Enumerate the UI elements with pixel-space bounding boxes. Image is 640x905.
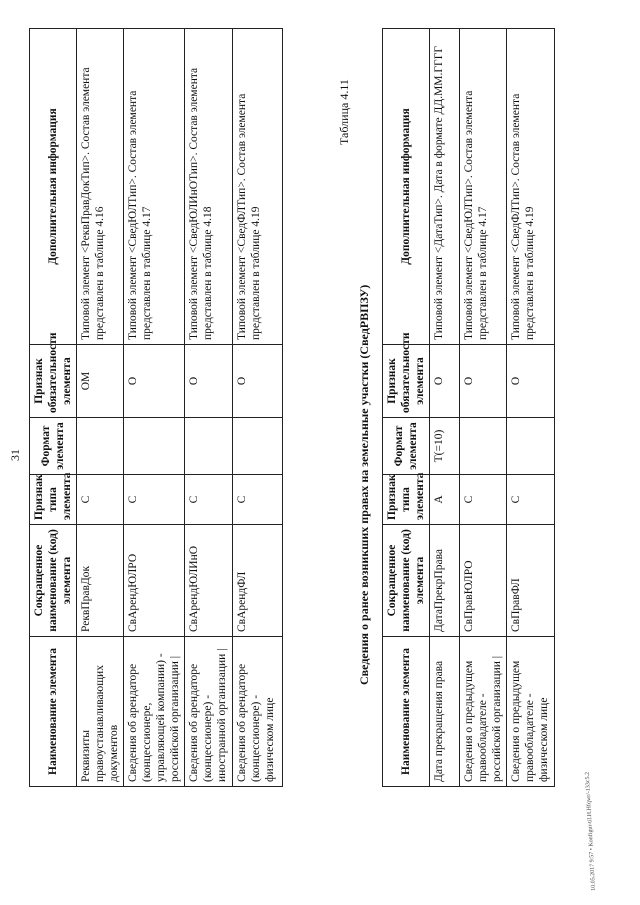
table-row bbox=[430, 29, 460, 787]
col-header: Признак типа элемента bbox=[383, 475, 430, 525]
cell-type: С bbox=[507, 475, 555, 525]
cell-req: ОМ bbox=[77, 345, 124, 418]
page-number: 31 bbox=[8, 449, 22, 461]
cell-name: Сведения о предыдущем правообладателе - российской организации | bbox=[460, 637, 507, 787]
cell-info: Типовой элемент <СведФЛТип>. Состав элемента представлен в таблице 4.19 bbox=[507, 29, 555, 345]
cell-code: СвПравЮЛРО bbox=[460, 525, 507, 637]
cell-name: Реквизиты правоустанавливающих документов bbox=[77, 637, 124, 787]
col-header: Сокращенное наименование (код) элемента bbox=[383, 525, 430, 637]
cell-req: О bbox=[507, 345, 555, 418]
cell-format bbox=[124, 418, 185, 475]
cell-type: А bbox=[430, 475, 460, 525]
col-header: Признак обязательности элемента bbox=[30, 345, 77, 418]
cell-code: СвАрендЮЛИнО bbox=[185, 525, 233, 637]
table-row bbox=[185, 29, 233, 787]
cell-req: О bbox=[430, 345, 460, 418]
cell-code: СвАрендЮЛРО bbox=[124, 525, 185, 637]
cell-req: О bbox=[124, 345, 185, 418]
cell-name: Сведения о предыдущем правообладателе - физическом лице bbox=[507, 637, 555, 787]
table-elements-2 bbox=[382, 28, 555, 787]
cell-req: О bbox=[233, 345, 283, 418]
table-row bbox=[507, 29, 555, 787]
cell-info: Типовой элемент <РеквПравДокТип>. Состав элемента представлен в таблице 4.16 bbox=[77, 29, 124, 345]
col-header: Сокращенное наименование (код) элемента bbox=[30, 525, 77, 637]
table-row bbox=[233, 29, 283, 787]
cell-format bbox=[77, 418, 124, 475]
col-header: Дополнительная информация bbox=[383, 29, 430, 345]
cell-format bbox=[185, 418, 233, 475]
cell-type: С bbox=[124, 475, 185, 525]
cell-info: Типовой элемент <СведФЛТип>. Состав элемента представлен в таблице 4.19 bbox=[233, 29, 283, 345]
table-row bbox=[124, 29, 185, 787]
cell-code: СвАрендФЛ bbox=[233, 525, 283, 637]
cell-info: Типовой элемент <СведЮЛИнОТип>. Состав элемента представлен в таблице 4.18 bbox=[185, 29, 233, 345]
table-header-row bbox=[383, 29, 430, 787]
cell-code: СвПравФЛ bbox=[507, 525, 555, 637]
cell-type: С bbox=[77, 475, 124, 525]
cell-type: С bbox=[233, 475, 283, 525]
cell-type: С bbox=[460, 475, 507, 525]
cell-format: T(=10) bbox=[430, 418, 460, 475]
cell-req: О bbox=[460, 345, 507, 418]
table-row bbox=[77, 29, 124, 787]
table-header-row bbox=[30, 29, 77, 787]
cell-info: Типовой элемент <ДатаТип>. Дата в формате ДД.ММ.ГГГГ bbox=[430, 29, 460, 345]
cell-type: С bbox=[185, 475, 233, 525]
col-header: Формат элемента bbox=[383, 418, 430, 475]
table-elements-1 bbox=[29, 28, 283, 787]
cell-format bbox=[460, 418, 507, 475]
cell-format bbox=[233, 418, 283, 475]
col-header: Признак обязательности элемента bbox=[383, 345, 430, 418]
cell-info: Типовой элемент <СведЮЛТип>. Состав элемента представлен в таблице 4.17 bbox=[460, 29, 507, 345]
cell-format bbox=[507, 418, 555, 475]
cell-name: Дата прекращения права bbox=[430, 637, 460, 787]
cell-name: Сведения об арендаторе (концессионере, управляющей компании) - российской организации | bbox=[124, 637, 185, 787]
footer-stamp: 10.05.2017 9:57 • Konfigur-til.H.Hfqwr/-133с5.2 bbox=[584, 771, 597, 891]
table-number: Таблица 4.11 bbox=[337, 79, 351, 145]
col-header: Признак типа элемента bbox=[30, 475, 77, 525]
cell-name: Сведения об арендаторе (концессионере) - иностранной организации | bbox=[185, 637, 233, 787]
col-header: Дополнительная информация bbox=[30, 29, 77, 345]
cell-req: О bbox=[185, 345, 233, 418]
cell-code: РеквПравДок bbox=[77, 525, 124, 637]
table-row bbox=[460, 29, 507, 787]
table-title: Сведения о ранее возникших правах на земельные участки (СведРВПЗУ) bbox=[357, 284, 371, 685]
col-header: Наименование элемента bbox=[30, 637, 77, 787]
cell-info: Типовой элемент <СведЮЛТип>. Состав элемента представлен в таблице 4.17 bbox=[124, 29, 185, 345]
col-header: Формат элемента bbox=[30, 418, 77, 475]
cell-name: Сведения об арендаторе (концессионере) - физическом лице bbox=[233, 637, 283, 787]
col-header: Наименование элемента bbox=[383, 637, 430, 787]
cell-code: ДатаПрекрПрава bbox=[430, 525, 460, 637]
